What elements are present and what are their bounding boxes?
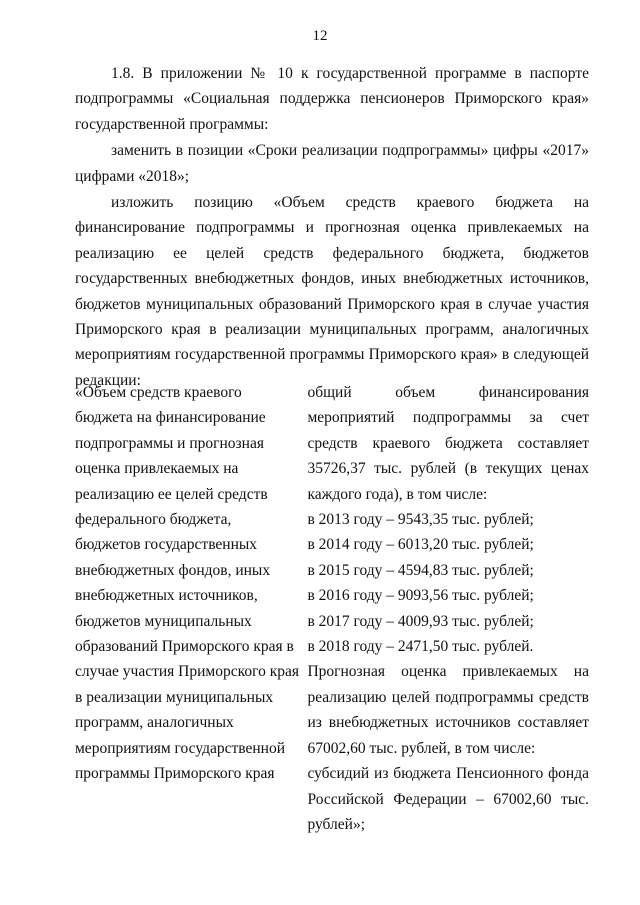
year-2015-line: в 2015 году – 4594,83 тыс. рублей; bbox=[307, 561, 534, 579]
paragraph-replace-term: заменить в позиции «Сроки реализации подпрограммы» цифры «2017» цифрами «2018»; bbox=[75, 142, 589, 185]
paragraph-amendment-1-8: 1.8. В приложении № 10 к государственной программе в паспорте подпрограммы «Социальная поддержка пенсионеров Приморского края» государственной программы: bbox=[75, 65, 589, 133]
year-2017-line: в 2017 году – 4009,93 тыс. рублей; bbox=[307, 612, 534, 630]
paragraph-restate-position: изложить позицию «Объем средств краевого бюджета на финансирование подпрограммы и прогнозная оценка привлекаемых на реализацию ее целей средств федерального бюджета, бюджетов государственных внебюджетных фондов, иных внебюджетных источников, бюджетов муниципальных образований Приморского края в случае участия Приморского края в реализации муниципальных программ, аналогичных мероприятиям государственной программы Приморского края» в следующей редакции: bbox=[75, 194, 589, 389]
subsidy-text: субсидий из бюджета Пенсионного фонда Российской Федерации – 67002,60 тыс. рублей»; bbox=[307, 765, 589, 833]
passport-table bbox=[75, 380, 589, 837]
page-number: 12 bbox=[312, 28, 328, 44]
financing-intro: общий объем финансирования мероприятий подпрограммы за счет средств краевого бюджета составляет 35726,37 тыс. рублей (в текущих ценах каждого года), в том числе: bbox=[307, 384, 589, 503]
forecast-text: Прогнозная оценка привлекаемых на реализацию целей подпрограммы средств из внебюджетных источников составляет 67002,60 тыс. рублей, в том числе: bbox=[307, 663, 589, 757]
document-body bbox=[75, 61, 589, 393]
year-2014-line: в 2014 году – 6013,20 тыс. рублей; bbox=[307, 536, 534, 554]
table-left-column bbox=[75, 380, 299, 837]
position-name: «Объем средств краевого бюджета на финансирование подпрограммы и прогнозная оценка привлекаемых на реализацию ее целей средств федерального бюджета, бюджетов государственных внебюджетных фондов, иных внебюджетных источников, бюджетов муниципальных образований Приморского края в случае участия Приморского края в реализации муниципальных программ, аналогичных мероприятиям государственной программы Приморского края bbox=[75, 384, 299, 783]
year-2013-line: в 2013 году – 9543,35 тыс. рублей; bbox=[307, 511, 534, 529]
year-2016-line: в 2016 году – 9093,56 тыс. рублей; bbox=[307, 587, 534, 605]
table-right-column bbox=[307, 380, 589, 837]
year-2018-line: в 2018 году – 2471,50 тыс. рублей. bbox=[307, 638, 534, 656]
